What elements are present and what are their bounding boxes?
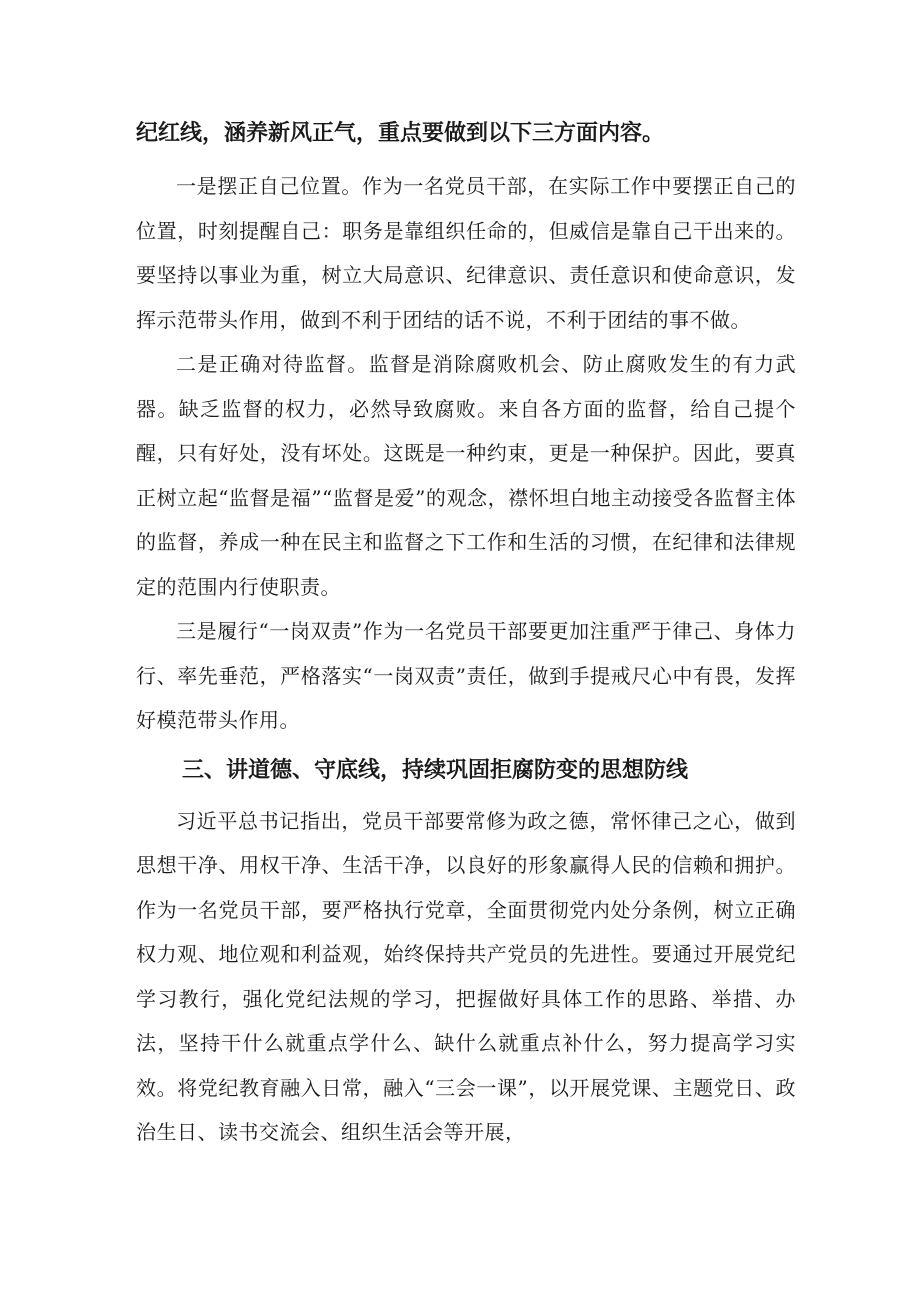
paragraph-supervision: 二是正确对待监督。监督是消除腐败机会、防止腐败发生的有力武器。缺乏监督的权力，必然导致腐败。来自各方面的监督，给自己提个醒，只有好处，没有坏处。这既是一种约束，更是一种保护。因此，要真正树立起“监督是福”“监督是爱”的观念，襟怀坦白地主动接受各监督主体的监督，养成一种在民主和监督之下工作和生活的习惯，在纪律和法律规定的范围内行使职责。	[136, 352, 796, 599]
paragraph-morality: 习近平总书记指出，党员干部要常修为政之德，常怀律己之心，做到思想干净、用权干净、生活干净，以良好的形象赢得人民的信赖和拥护。作为一名党员干部，要严格执行党章，全面贯彻党内处分条例，树立正确权力观、地位观和利益观，始终保持共产党员的先进性。要通过开展党纪学习教行，强化党纪法规的学习，把握做好具体工作的思路、举措、办法，坚持干什么就重点学什么、缺什么就重点补什么，努力提高学习实效。将党纪教育融入日常，融入“三会一课”，以开展党课、主题党日、政治生日、读书交流会、组织生活会等开展，	[136, 808, 796, 1144]
paragraph-dual-responsibility: 三是履行“一岗双责”作为一名党员干部要更加注重严于律己、身体力行、率先垂范，严格落实“一岗双责”责任，做到手提戒尺心中有畏，发挥好模范带头作用。	[136, 619, 796, 732]
paragraph-position: 一是摆正自己位置。作为一名党员干部，在实际工作中要摆正自己的位置，时刻提醒自己：职务是靠组织任命的，但威信是靠自己干出来的。要坚持以事业为重，树立大局意识、纪律意识、责任意识和使命意识，发挥示范带头作用，做到不利于团结的话不说，不利于团结的事不做。	[136, 174, 796, 332]
section-heading: 三、讲道德、守底线，持续巩固拒腐防变的思想防线	[182, 757, 689, 783]
continuation-heading: 纪红线，涵养新风正气，重点要做到以下三方面内容。	[136, 121, 665, 146]
